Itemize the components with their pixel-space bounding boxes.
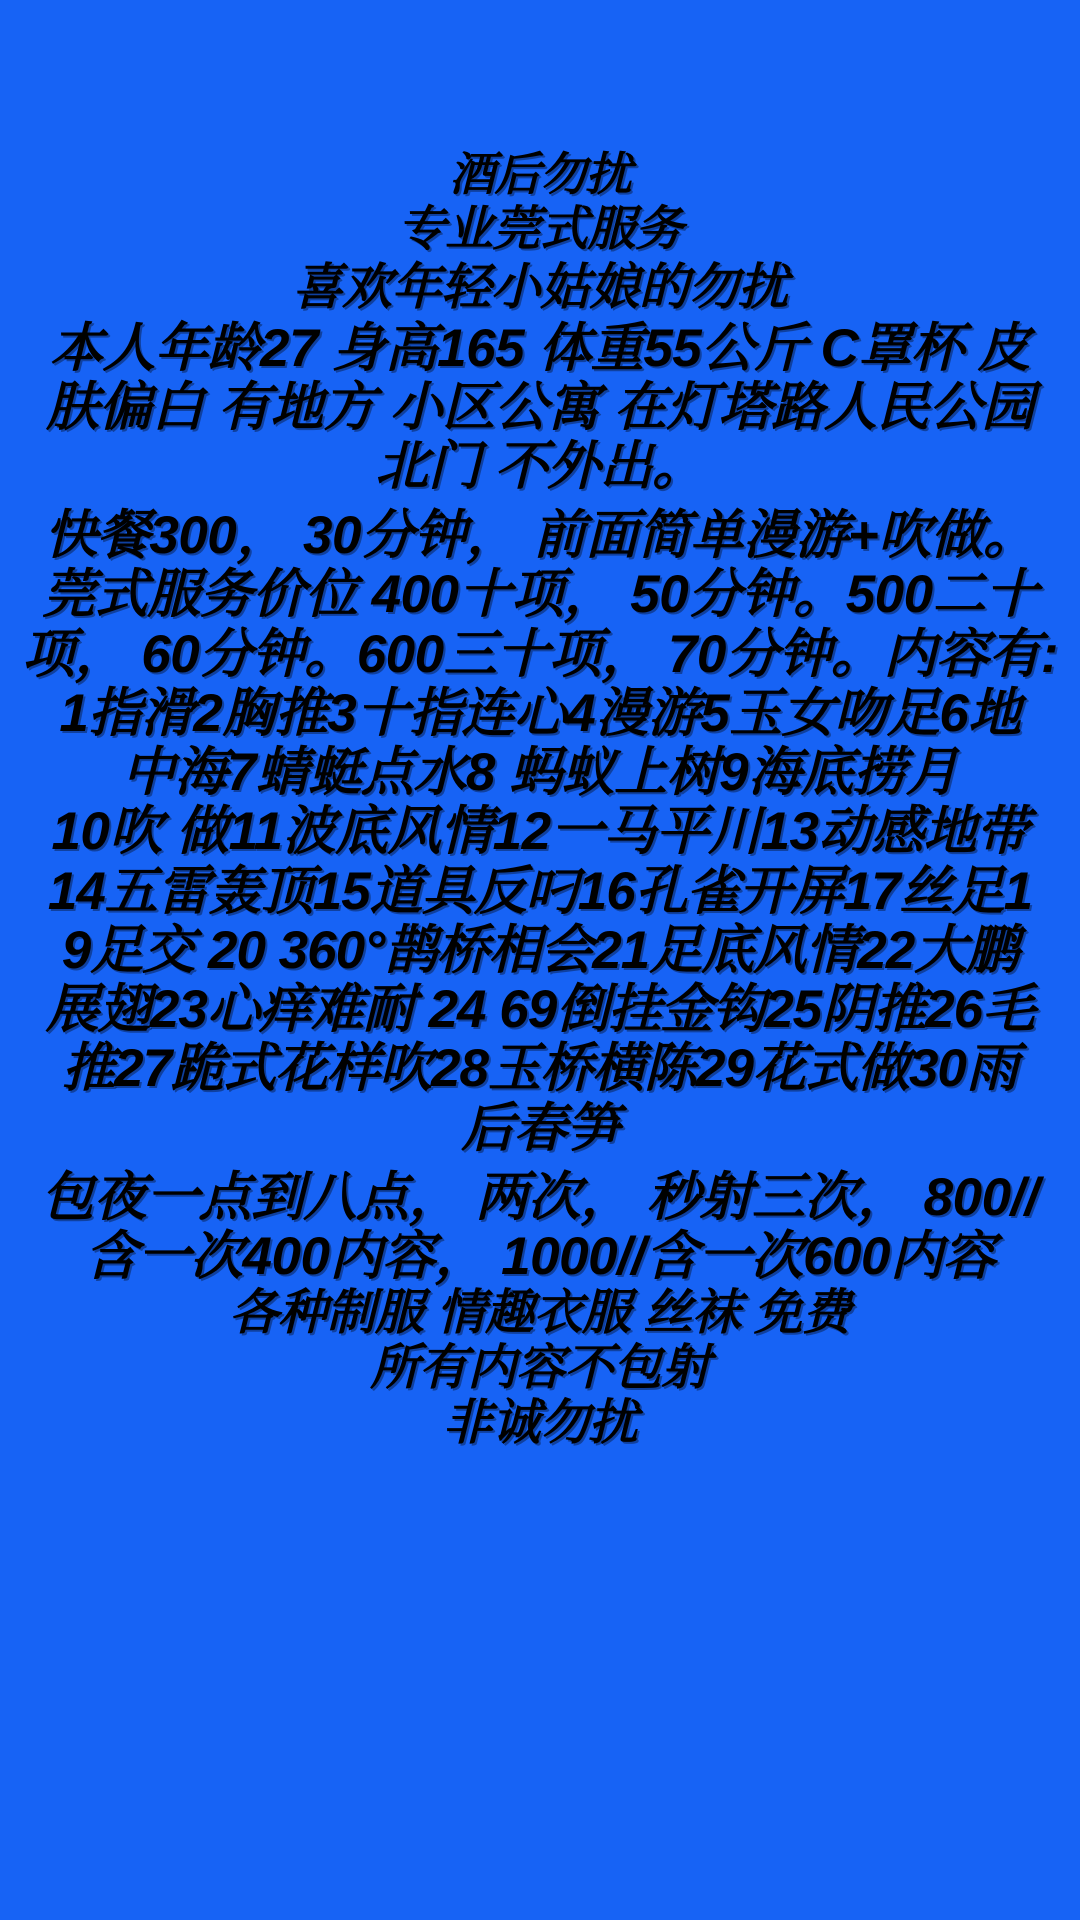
profile-line-1: 本人年龄27 身高165 体重55公斤 C罩杯 皮 (49, 318, 1030, 378)
poster-heading-3: 喜欢年轻小姑娘的勿扰 (292, 258, 788, 315)
service-line-3: 10吹 做11波底风情12一马平川13动感地带 (51, 802, 1029, 862)
extras-line-2: 所有内容不包射 (370, 1341, 710, 1396)
service-line-7: 推27跪式花样吹28玉桥横陈29花式做30雨 (62, 1039, 1018, 1099)
service-line-8: 后春笋 (461, 1098, 619, 1158)
profile-line-2: 肤偏白 有地方 小区公寓 在灯塔路人民公园 (46, 377, 1034, 437)
profile-line-3: 北门 不外出。 (375, 436, 705, 496)
poster-heading-2: 专业莞式服务 (397, 202, 683, 256)
extras-line-3: 非诚勿扰 (442, 1396, 637, 1451)
overnight-line-2: 含一次400内容， 1000//含一次600内容 (85, 1227, 995, 1287)
poster-heading-1: 酒后勿扰 (449, 148, 631, 200)
service-line-5: 9足交 20 360°鹊桥相会21足底风情22大鹏 (61, 920, 1019, 980)
pricing-line-2: 莞式服务价位 400十项， 50分钟。500二十 (42, 565, 1038, 625)
pricing-line-1: 快餐300， 30分钟， 前面简单漫游+吹做。 (44, 506, 1036, 566)
service-line-1: 1指滑2胸推3十指连心4漫游5玉女吻足6地 (59, 683, 1021, 743)
overnight-line-1: 包夜一点到八点， 两次， 秒射三次， 800// (40, 1167, 1040, 1227)
service-line-6: 展翅23心痒难耐 24 69倒挂金钩25阴推26毛 (45, 980, 1035, 1040)
pricing-line-3: 项， 60分钟。600三十项， 70分钟。内容有: (22, 624, 1058, 684)
service-line-4: 14五雷轰顶15道具反叼16孔雀开屏17丝足1 (47, 861, 1033, 921)
service-line-2: 中海7蜻蜓点水8 蚂蚁上树9海底捞月 (121, 743, 959, 803)
extras-line-1: 各种制服 情趣衣服 丝袜 免费 (229, 1286, 851, 1341)
